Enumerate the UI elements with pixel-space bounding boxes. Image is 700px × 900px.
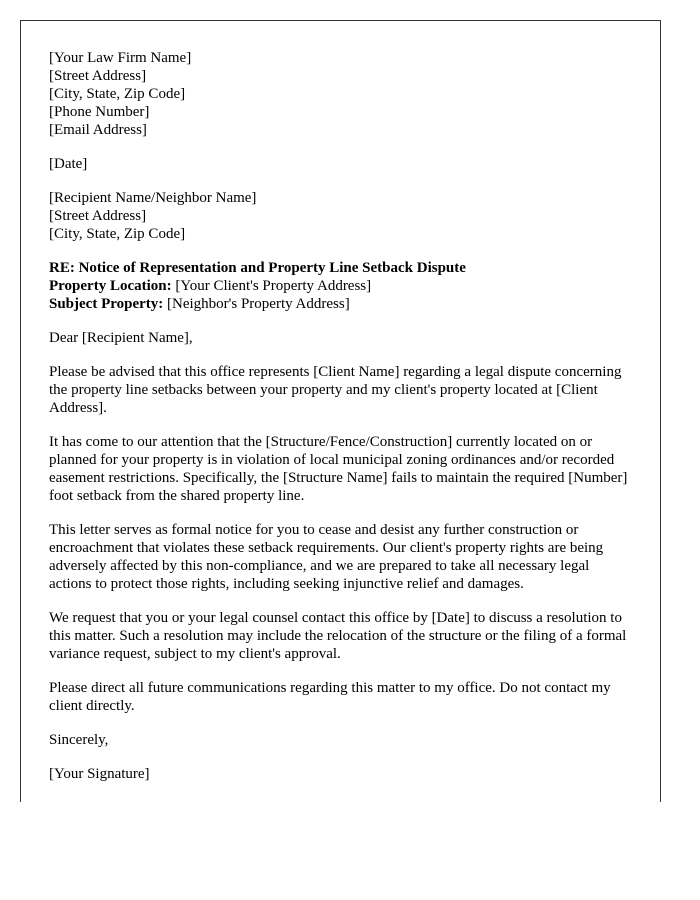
sender-street: [Street Address] [49, 68, 147, 84]
sender-phone: [Phone Number] [49, 104, 150, 120]
sender-email: [Email Address] [49, 122, 147, 138]
recipient-address [49, 189, 632, 243]
recipient-city: [City, State, Zip Code] [49, 226, 186, 242]
body-paragraph: It has come to our attention that the [Structure/Fence/Construction] currently located on or planned for your property is in violation of local municipal zoning ordinances and/or recorded easement restrictions. Specifically, the [Structure Name] fails to maintain the required [Number] foot setback from the shared property line. [49, 434, 628, 504]
subject-property [49, 295, 632, 313]
sender-city: [City, State, Zip Code] [49, 86, 186, 102]
subject-property-value: [Neighbor's Property Address] [163, 296, 350, 312]
recipient-name: [Recipient Name/Neighbor Name] [49, 190, 257, 206]
body-paragraph: Please direct all future communications regarding this matter to my office. Do not contact my client directly. [49, 680, 611, 714]
property-location [49, 277, 632, 295]
property-location-value: [Your Client's Property Address] [171, 278, 372, 294]
subject-property-label: Subject Property: [49, 296, 164, 312]
property-location-label: Property Location: [49, 278, 172, 294]
signature: [Your Signature] [49, 766, 150, 782]
sender-firm: [Your Law Firm Name] [49, 50, 192, 66]
salutation: Dear [Recipient Name], [49, 330, 193, 346]
body-paragraph: Please be advised that this office represents [Client Name] regarding a legal dispute concerning the property line setbacks between your property and my client's property located at [Client Address]. [49, 364, 622, 416]
letter-date: [Date] [49, 156, 88, 172]
re-block [49, 259, 632, 313]
body-paragraph: This letter serves as formal notice for you to cease and desist any further construction or encroachment that violates these setback requirements. Our client's property rights are being adversely affected by this non-compliance, and we are prepared to take all necessary legal actions to protect those rights, including seeking injunctive relief and damages. [49, 522, 604, 592]
recipient-street: [Street Address] [49, 208, 147, 224]
letter-page [20, 20, 661, 802]
sender-address [49, 49, 632, 139]
body-paragraph: We request that you or your legal counsel contact this office by [Date] to discuss a resolution to this matter. Such a resolution may include the relocation of the structure or the filing of a formal variance request, subject to my client's approval. [49, 610, 627, 662]
closing: Sincerely, [49, 732, 109, 748]
re-subject: RE: Notice of Representation and Property Line Setback Dispute [49, 260, 466, 276]
